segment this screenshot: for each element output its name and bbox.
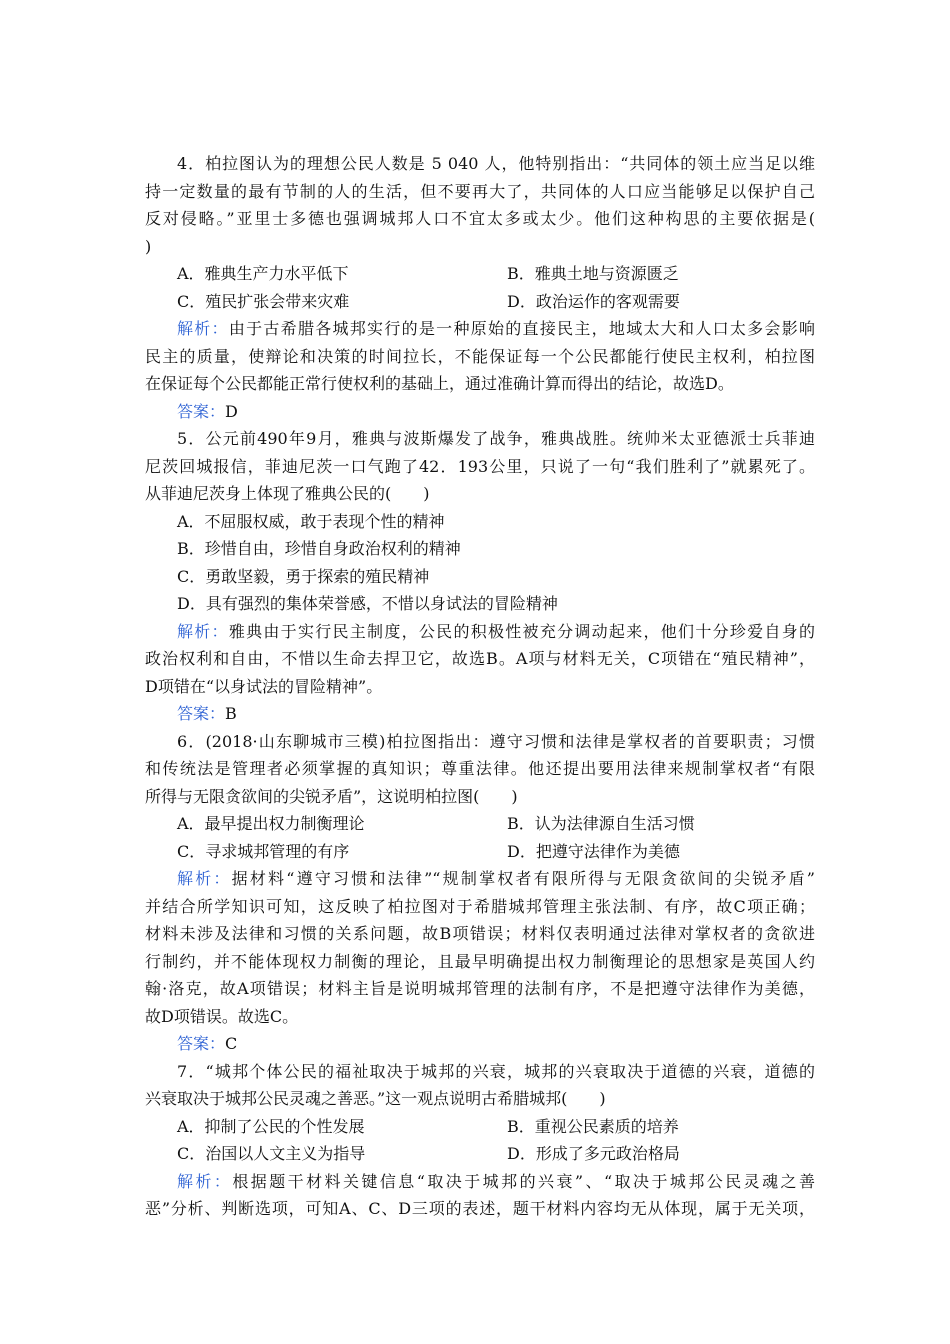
q7-analysis-text-1: 根据题干材料关键信息“取决于城邦的兴衰”、“取决于城邦公民灵魂之善 [232,1171,815,1191]
q5-stem-line-1: 5．公元前490年9月，雅典与波斯爆发了战争，雅典战胜。统帅米太亚德派士兵菲迪 [177,429,815,448]
q4-stem-line-3: 反对侵略。”亚里士多德也强调城邦人口不宜太多或太少。他们这种构思的主要依据是( [145,209,815,228]
q6-option-a: A．最早提出权力制衡理论 [177,814,365,833]
q7-option-b: B．重视公民素质的培养 [507,1116,679,1136]
q7-option-d: D．形成了多元政治格局 [507,1144,680,1163]
q6-analysis-line-5: 翰·洛克，故A项错误；材料主旨是说明城邦管理的法制有序，不是把遵守法律作为美德， [145,979,815,998]
q7-stem-line-1: 7．“城邦个体公民的福祉取决于城邦的兴衰，城邦的兴衰取决于道德的兴衰，道德的 [177,1061,815,1081]
q4-option-a: A．雅典生产力水平低下 [177,264,349,283]
q4-option-b: B．雅典土地与资源匮乏 [507,264,679,283]
q4-analysis-label: 解析： [177,319,229,338]
q5-answer-value: B [225,704,237,723]
q5-option-a: A．不屈服权威，敢于表现个性的精神 [177,511,445,531]
q6-stem-line-2: 和传统法是管理者必须掌握的真知识；尊重法律。他还提出要用法律来规制掌权者“有限 [145,759,815,778]
q5-analysis-line-2: 政治权利和自由，不惜以生命去捍卫它，故选B。A项与材料无关，C项错在“殖民精神”， [145,649,815,668]
q4-answer-label: 答案： [177,401,226,421]
q5-answer-label: 答案： [177,704,226,723]
q6-analysis-line-4: 行制约，并不能体现权力制衡的理论，且最早明确提出权力制衡理论的思想家是英国人约 [145,951,815,971]
q5-analysis-line-3: D项错在“以身试法的冒险精神”。 [145,676,383,696]
q6-option-b: B．认为法律源自生活习惯 [507,814,695,833]
question-5 [145,425,815,728]
question-4 [145,150,815,425]
q6-options-row-2 [145,838,815,866]
q7-options-row-1 [145,1113,815,1141]
q7-analysis-line-2: 恶”分析、判断选项，可知A、C、D三项的表述，题干材料内容均无从体现，属于无关项， [145,1199,815,1218]
q6-analysis-line-1 [145,865,815,893]
question-6 [145,728,815,1058]
q6-option-d: D．把遵守法律作为美德 [507,841,680,861]
q6-analysis-line-6: 故D项错误。故选C。 [145,1006,299,1026]
q4-option-c: C．殖民扩张会带来灾难 [177,291,350,311]
q6-stem-line-3: 所得与无限贪欲间的尖锐矛盾”，这说明柏拉图( ) [145,786,518,806]
q4-options-row-2 [145,288,815,316]
q5-analysis-label: 解析： [177,621,229,641]
q4-stem-line-1: 4．柏拉图认为的理想公民人数是 5 040 人，他特别指出：“共同体的领土应当足以维 [177,154,815,173]
q6-analysis-text-1: 据材料“遵守习惯和法律”“规制掌权者有限所得与无限贪欲间的尖锐矛盾” [231,869,815,888]
question-7 [145,1058,815,1223]
q5-option-b: B．珍惜自由，珍惜自身政治权利的精神 [177,539,461,558]
q5-analysis-line-1 [145,618,815,646]
q4-stem-line-4: ) [145,236,152,256]
q6-answer-label: 答案： [177,1034,226,1053]
q4-analysis-text-1: 由于古希腊各城邦实行的是一种原始的直接民主，地域太大和人口太多会影响 [228,319,815,338]
q6-option-c: C．寻求城邦管理的有序 [177,841,350,861]
q6-options-row-1 [145,810,815,838]
q5-answer-line [145,700,815,728]
q6-stem-line-1: 6．(2018·山东聊城市三模)柏拉图指出：遵守习惯和法律是掌权者的首要职责；习惯 [177,731,815,751]
q4-option-d: D．政治运作的客观需要 [507,291,680,311]
document-page [145,150,815,1223]
q7-option-c: C．治国以人文主义为指导 [177,1144,366,1163]
q5-analysis-text-1: 雅典由于实行民主制度，公民的积极性被充分调动起来，他们十分珍爱自身的 [228,621,815,641]
q6-analysis-line-2: 并结合所学知识可知，这反映了柏拉图对于希腊城邦管理主张法制、有序，故C项正确； [145,896,815,916]
q5-stem-line-2: 尼茨回城报信，菲迪尼茨一口气跑了42．193公里，只说了一句“我们胜利了”就累死了。 [145,456,815,476]
q5-option-d: D．具有强烈的集体荣誉感，不惜以身试法的冒险精神 [177,594,558,613]
q7-analysis-label: 解析： [177,1171,233,1191]
q4-analysis-line-3: 在保证每个公民都能正常行使权利的基础上，通过准确计算而得出的结论，故选D。 [145,374,734,393]
q5-stem-line-3: 从菲迪尼茨身上体现了雅典公民的( ) [145,484,430,503]
q6-analysis-line-3: 材料未涉及法律和习惯的关系问题，故B项错误；材料仅表明通过法律对掌权者的贪欲进 [145,924,815,943]
q6-answer-value: C [225,1034,238,1053]
q4-answer-line [145,398,815,426]
q6-answer-line [145,1030,815,1058]
q7-analysis-line-1 [145,1168,815,1196]
q4-options-row-1 [145,260,815,288]
q4-analysis-line-2: 民主的质量，使辩论和决策的时间拉长，不能保证每一个公民都能行使民主权利，柏拉图 [145,346,815,366]
q4-answer-value: D [225,401,238,421]
q6-analysis-label: 解析： [177,869,232,888]
q4-analysis-line-1 [145,315,815,343]
q4-stem-line-2: 持一定数量的最有节制的人的生活，但不要再大了，共同体的人口应当能够足以保护自己 [145,181,815,201]
q7-stem-line-2: 兴衰取决于城邦公民灵魂之善恶。”这一观点说明古希腊城邦( ) [145,1089,606,1108]
q7-options-row-2 [145,1140,815,1168]
q7-option-a: A．抑制了公民的个性发展 [177,1116,365,1136]
q5-option-c: C．勇敢坚毅，勇于探索的殖民精神 [177,566,430,586]
